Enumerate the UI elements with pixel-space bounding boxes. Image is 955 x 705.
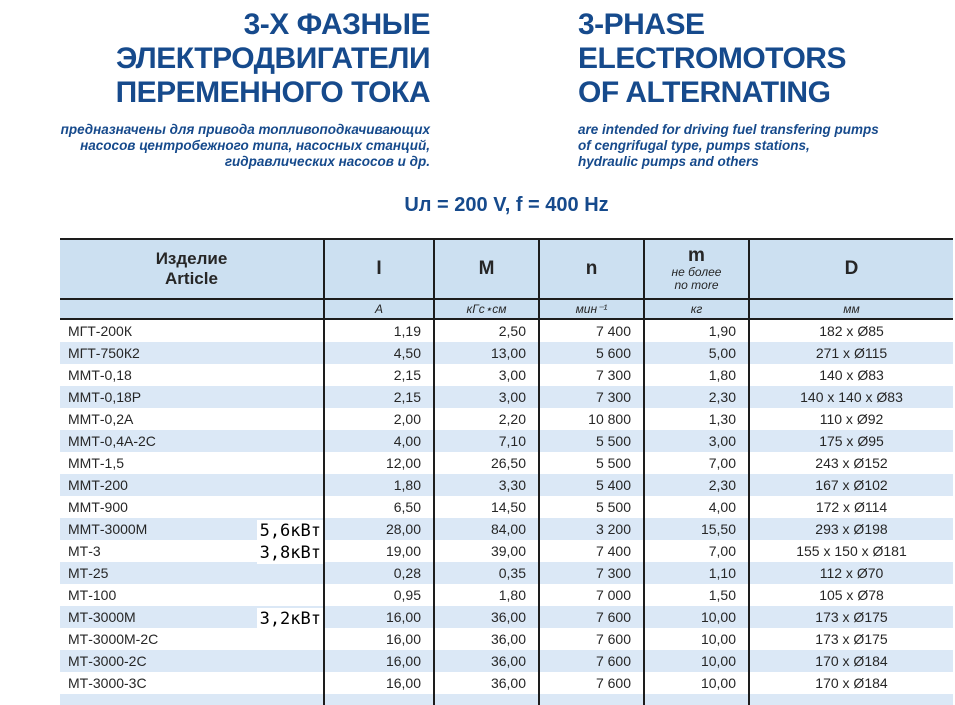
cell-mass: 1,50 xyxy=(645,584,750,606)
russian-title-line: 3-Х ФАЗНЫЕ xyxy=(243,8,430,41)
cell-n: 7 600 xyxy=(540,672,645,694)
cell-i: 16,00 xyxy=(325,628,435,650)
unit-current: A xyxy=(325,300,435,318)
english-title-line: ELECTROMOTORS xyxy=(578,42,846,75)
cell-i: 6,50 xyxy=(325,496,435,518)
cell-article: ММТ-0,2А xyxy=(60,408,325,430)
cell-article: ММТ-200 xyxy=(60,474,325,496)
cell-article: МТ-3000-2С xyxy=(60,650,325,672)
cell-i: 0,28 xyxy=(325,562,435,584)
english-title-block xyxy=(578,8,938,170)
col-header-dimensions: D xyxy=(844,258,859,279)
cell-n: 5 600 xyxy=(540,342,645,364)
cell-mass: 10,00 xyxy=(645,606,750,628)
col-header-article xyxy=(60,240,325,298)
table-body xyxy=(60,320,953,705)
english-subtitle-line: are intended for driving fuel transfering pumps xyxy=(578,122,879,137)
english-title-line: OF ALTERNATING xyxy=(578,76,831,109)
cell-n: 7 600 xyxy=(540,606,645,628)
cell-i: 2,15 xyxy=(325,386,435,408)
cell-i: 16,00 xyxy=(325,650,435,672)
cell-mass: 10,00 xyxy=(645,628,750,650)
cell-m: 0,35 xyxy=(435,562,540,584)
unit-mass: кг xyxy=(645,300,750,318)
cell-mass: 3,00 xyxy=(645,430,750,452)
cell-i: 4,00 xyxy=(325,430,435,452)
col-header-torque: M xyxy=(435,240,540,298)
cell-n: 10 800 xyxy=(540,408,645,430)
cell-m: 13,00 xyxy=(435,342,540,364)
cell-article: ММТ-900 xyxy=(60,496,325,518)
cell-i: 12,00 xyxy=(325,452,435,474)
cell-n: 5 500 xyxy=(540,496,645,518)
cell-d: 167 x Ø102 xyxy=(815,477,888,493)
cell-d: 173 x Ø175 xyxy=(815,631,888,647)
cell-m: 36,00 xyxy=(435,650,540,672)
cell-n: 7 300 xyxy=(540,562,645,584)
cell-i: 28,00 xyxy=(325,518,435,540)
spec-table xyxy=(60,238,953,705)
table-row xyxy=(60,650,953,672)
col-header-article-ru: Изделие xyxy=(155,249,228,268)
power-annotation: 5,6кВт xyxy=(257,520,323,542)
cell-m: 3,00 xyxy=(435,386,540,408)
cell-mass: 7,00 xyxy=(645,540,750,562)
cell-m: 3,00 xyxy=(435,364,540,386)
cell-d: 155 x 150 x Ø181 xyxy=(796,543,907,559)
russian-title-block xyxy=(0,8,430,170)
col-header-mass-note-ru: не более xyxy=(671,265,722,279)
table-row xyxy=(60,452,953,474)
cell-i: 2,00 xyxy=(325,408,435,430)
cell-d: 140 x Ø83 xyxy=(819,367,884,383)
table-row xyxy=(60,584,953,606)
english-title-line: 3-PHASE xyxy=(578,8,705,41)
cell-n: 3 200 xyxy=(540,518,645,540)
cell-m: 1,80 xyxy=(435,584,540,606)
cell-article: ММТ-3000М 5,6кВт xyxy=(60,518,325,540)
col-header-speed: n xyxy=(540,240,645,298)
cell-m: 14,50 xyxy=(435,496,540,518)
table-row xyxy=(60,540,953,562)
russian-title-line: ПЕРЕМЕННОГО ТОКА xyxy=(115,76,430,109)
cell-n: 7 600 xyxy=(540,628,645,650)
cell-m: 3,30 xyxy=(435,474,540,496)
cell-mass: 7,00 xyxy=(645,452,750,474)
table-row-partial xyxy=(60,694,953,705)
table-row xyxy=(60,364,953,386)
unit-article xyxy=(60,300,325,318)
cell-article: ММТ-0,18Р xyxy=(60,386,325,408)
cell-n: 5 500 xyxy=(540,430,645,452)
cell-d: 112 x Ø70 xyxy=(819,565,884,581)
cell-mass: 1,80 xyxy=(645,364,750,386)
russian-subtitle-line: предназначены для привода топливоподкачивающих xyxy=(60,122,430,137)
russian-subtitle-line: гидравлических насосов и др. xyxy=(224,154,430,169)
unit-torque: кГс⋆см xyxy=(435,300,540,318)
table-row xyxy=(60,606,953,628)
cell-mass: 10,00 xyxy=(645,650,750,672)
col-header-mass: m не более no more xyxy=(645,240,750,298)
russian-subtitle xyxy=(0,122,430,170)
cell-article: МТ-3000-3С xyxy=(60,672,325,694)
cell-mass: 4,00 xyxy=(645,496,750,518)
cell-article xyxy=(60,694,325,705)
cell-i: 19,00 xyxy=(325,540,435,562)
cell-n: 7 400 xyxy=(540,540,645,562)
cell-d: 105 x Ø78 xyxy=(819,587,884,603)
cell-m: 2,20 xyxy=(435,408,540,430)
cell-n xyxy=(540,694,645,705)
cell-n: 5 500 xyxy=(540,452,645,474)
cell-i: 1,19 xyxy=(325,320,435,342)
cell-d: 170 x Ø184 xyxy=(815,653,888,669)
cell-m: 36,00 xyxy=(435,628,540,650)
cell-mass: 15,50 xyxy=(645,518,750,540)
cell-d xyxy=(750,694,953,705)
units-row xyxy=(60,300,953,320)
unit-dimensions: мм xyxy=(843,302,860,316)
cell-i: 16,00 xyxy=(325,672,435,694)
table-row xyxy=(60,672,953,694)
power-annotation: 3,2кВт xyxy=(257,608,323,630)
cell-article: МТ-3 3,8кВт xyxy=(60,540,325,562)
cell-n: 7 600 xyxy=(540,650,645,672)
cell-article: МТ-25 xyxy=(60,562,325,584)
cell-d: 175 x Ø95 xyxy=(819,433,884,449)
unit-speed: мин⁻¹ xyxy=(540,300,645,318)
table-row xyxy=(60,518,953,540)
cell-d: 173 x Ø175 xyxy=(815,609,888,625)
cell-d: 140 x 140 x Ø83 xyxy=(800,389,903,405)
english-subtitle xyxy=(578,122,938,170)
table-row xyxy=(60,628,953,650)
cell-m xyxy=(435,694,540,705)
cell-n: 7 300 xyxy=(540,364,645,386)
cell-i: 16,00 xyxy=(325,606,435,628)
cell-n: 7 300 xyxy=(540,386,645,408)
cell-m: 2,50 xyxy=(435,320,540,342)
table-row xyxy=(60,320,953,342)
cell-m: 36,00 xyxy=(435,606,540,628)
cell-d: 271 x Ø115 xyxy=(815,345,888,361)
col-header-current: I xyxy=(325,240,435,298)
cell-i xyxy=(325,694,435,705)
cell-article: ММТ-1,5 xyxy=(60,452,325,474)
table-row xyxy=(60,342,953,364)
cell-article: МГТ-750К2 xyxy=(60,342,325,364)
cell-d: 110 x Ø92 xyxy=(819,411,884,427)
cell-d: 172 x Ø114 xyxy=(815,499,888,515)
cell-mass: 2,30 xyxy=(645,386,750,408)
cell-mass: 1,10 xyxy=(645,562,750,584)
cell-mass: 1,90 xyxy=(645,320,750,342)
cell-i: 1,80 xyxy=(325,474,435,496)
cell-mass: 5,00 xyxy=(645,342,750,364)
cell-mass: 1,30 xyxy=(645,408,750,430)
cell-mass: 2,30 xyxy=(645,474,750,496)
power-annotation: 3,8кВт xyxy=(257,542,323,564)
english-subtitle-line: hydraulic pumps and others xyxy=(578,154,759,169)
cell-m: 36,00 xyxy=(435,672,540,694)
cell-m: 84,00 xyxy=(435,518,540,540)
cell-article: ММТ-0,18 xyxy=(60,364,325,386)
cell-mass: 10,00 xyxy=(645,672,750,694)
table-row xyxy=(60,474,953,496)
cell-article: МТ-100 xyxy=(60,584,325,606)
cell-d: 293 x Ø198 xyxy=(815,521,888,537)
russian-subtitle-line: насосов центробежного типа, насосных станций, xyxy=(80,138,430,153)
english-subtitle-line: of cengrifugal type, pumps stations, xyxy=(578,138,810,153)
cell-i: 0,95 xyxy=(325,584,435,606)
col-header-mass-note-en: no more xyxy=(674,278,719,292)
russian-title-line: ЭЛЕКТРОДВИГАТЕЛИ xyxy=(115,42,430,75)
cell-m: 26,50 xyxy=(435,452,540,474)
cell-d: 243 x Ø152 xyxy=(815,455,888,471)
cell-m: 7,10 xyxy=(435,430,540,452)
col-header-article-en: Article xyxy=(165,269,218,288)
cell-d: 170 x Ø184 xyxy=(815,675,888,691)
voltage-frequency-line: Uл = 200 V, f = 400 Hz xyxy=(404,194,609,216)
cell-n: 7 400 xyxy=(540,320,645,342)
cell-d: 182 x Ø85 xyxy=(819,323,884,339)
table-row xyxy=(60,496,953,518)
cell-m: 39,00 xyxy=(435,540,540,562)
cell-article: ММТ-0,4А-2С xyxy=(60,430,325,452)
table-row xyxy=(60,562,953,584)
table-row xyxy=(60,408,953,430)
table-row xyxy=(60,430,953,452)
cell-n: 5 400 xyxy=(540,474,645,496)
cell-n: 7 000 xyxy=(540,584,645,606)
cell-i: 2,15 xyxy=(325,364,435,386)
table-row xyxy=(60,386,953,408)
table-header-row xyxy=(60,240,953,300)
cell-article: МТ-3000М-2С xyxy=(60,628,325,650)
cell-article: МТ-3000М 3,2кВт xyxy=(60,606,325,628)
cell-i: 4,50 xyxy=(325,342,435,364)
cell-article: МГТ-200К xyxy=(60,320,325,342)
cell-mass xyxy=(645,694,750,705)
